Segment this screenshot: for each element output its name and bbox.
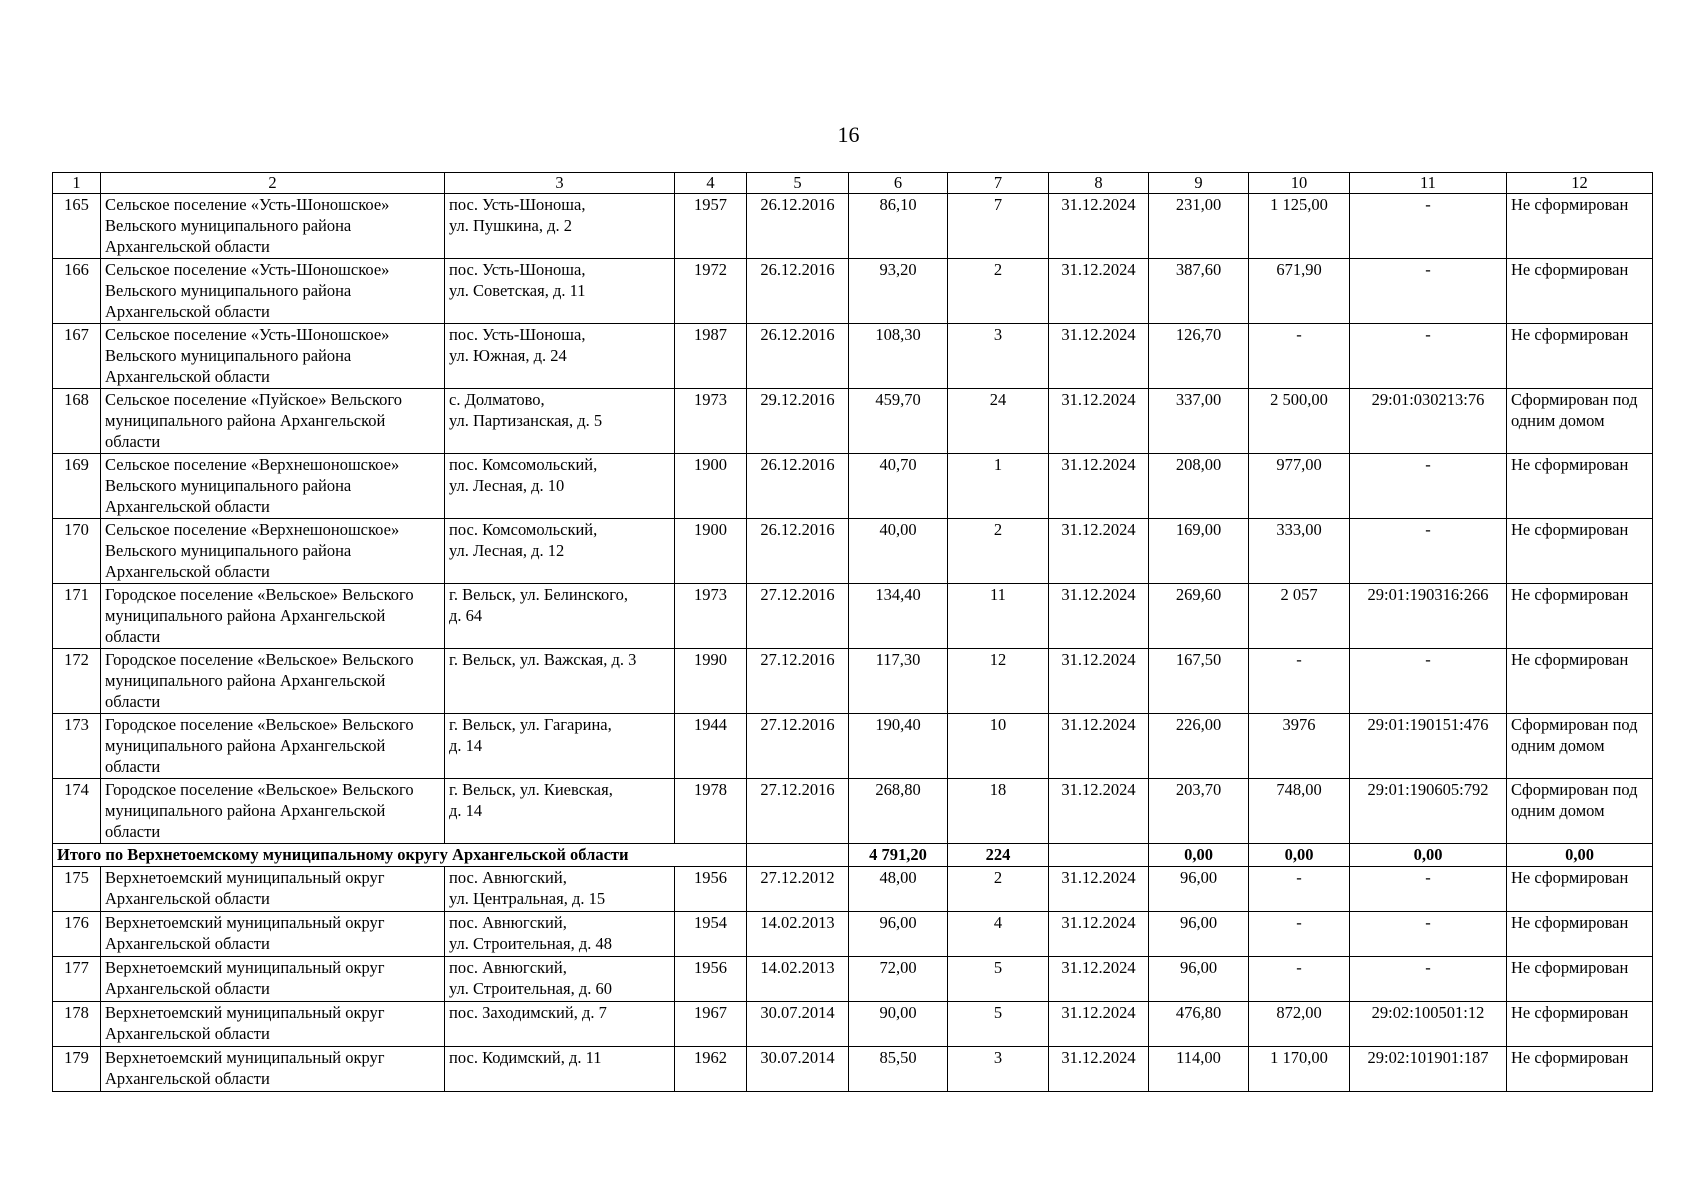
row-number: 169 (53, 454, 101, 519)
recognition-date: 26.12.2016 (747, 519, 849, 584)
cadastral-number: - (1350, 649, 1507, 714)
land-plot-area: - (1249, 912, 1350, 957)
land-area: 169,00 (1149, 519, 1249, 584)
land-status: Сформирован под одним домом (1507, 779, 1653, 844)
resettlement-deadline: 31.12.2024 (1049, 649, 1149, 714)
build-year: 1957 (675, 194, 747, 259)
entity-name: Сельское поселение «Верхнешоношское» Вельского муниципального района Архангельской области (101, 454, 445, 519)
address: с. Долматово, ул. Партизанская, д. 5 (445, 389, 675, 454)
cadastral-number: 29:02:100501:12 (1350, 1002, 1507, 1047)
address: пос. Комсомольский, ул. Лесная, д. 12 (445, 519, 675, 584)
build-year: 1956 (675, 957, 747, 1002)
recognition-date: 26.12.2016 (747, 194, 849, 259)
column-number: 5 (747, 173, 849, 194)
address: г. Вельск, ул. Белинского, д. 64 (445, 584, 675, 649)
residents-count: 10 (948, 714, 1049, 779)
table-row (53, 454, 1653, 519)
entity-name: Верхнетоемский муниципальный округ Архангельской области (101, 957, 445, 1002)
recognition-date: 26.12.2016 (747, 259, 849, 324)
cadastral-number: - (1350, 867, 1507, 912)
entity-name: Верхнетоемский муниципальный округ Архангельской области (101, 867, 445, 912)
address: пос. Авнюгский, ул. Строительная, д. 60 (445, 957, 675, 1002)
row-number: 175 (53, 867, 101, 912)
table-row (53, 1002, 1653, 1047)
entity-name: Верхнетоемский муниципальный округ Архангельской области (101, 1047, 445, 1092)
land-status: Не сформирован (1507, 454, 1653, 519)
land-plot-area: 1 125,00 (1249, 194, 1350, 259)
row-number: 165 (53, 194, 101, 259)
land-area: 114,00 (1149, 1047, 1249, 1092)
build-year: 1956 (675, 867, 747, 912)
resettlement-deadline: 31.12.2024 (1049, 194, 1149, 259)
resettlement-deadline: 31.12.2024 (1049, 714, 1149, 779)
area: 48,00 (849, 867, 948, 912)
land-area: 387,60 (1149, 259, 1249, 324)
residents-count: 18 (948, 779, 1049, 844)
residents-count: 12 (948, 649, 1049, 714)
address: пос. Усть-Шоноша, ул. Пушкина, д. 2 (445, 194, 675, 259)
area: 72,00 (849, 957, 948, 1002)
cadastral-number: - (1350, 454, 1507, 519)
address: пос. Авнюгский, ул. Строительная, д. 48 (445, 912, 675, 957)
recognition-date: 27.12.2016 (747, 779, 849, 844)
cadastral-number: - (1350, 259, 1507, 324)
build-year: 1990 (675, 649, 747, 714)
recognition-date: 14.02.2013 (747, 957, 849, 1002)
column-number: 11 (1350, 173, 1507, 194)
resettlement-deadline: 31.12.2024 (1049, 1002, 1149, 1047)
column-number: 1 (53, 173, 101, 194)
entity-name: Сельское поселение «Усть-Шоношское» Вельского муниципального района Архангельской области (101, 324, 445, 389)
recognition-date: 27.12.2016 (747, 584, 849, 649)
row-number: 179 (53, 1047, 101, 1092)
build-year: 1954 (675, 912, 747, 957)
residents-count: 1 (948, 454, 1049, 519)
total-area: 4 791,20 (849, 844, 948, 867)
build-year: 1900 (675, 519, 747, 584)
area: 40,70 (849, 454, 948, 519)
table-row (53, 714, 1653, 779)
column-number: 7 (948, 173, 1049, 194)
land-status: Не сформирован (1507, 584, 1653, 649)
column-number: 8 (1049, 173, 1149, 194)
resettlement-deadline: 31.12.2024 (1049, 957, 1149, 1002)
land-status: Не сформирован (1507, 324, 1653, 389)
address: пос. Авнюгский, ул. Центральная, д. 15 (445, 867, 675, 912)
land-status: Не сформирован (1507, 519, 1653, 584)
land-area: 231,00 (1149, 194, 1249, 259)
land-plot-area: - (1249, 867, 1350, 912)
entity-name: Верхнетоемский муниципальный округ Архангельской области (101, 1002, 445, 1047)
row-number: 170 (53, 519, 101, 584)
resettlement-deadline: 31.12.2024 (1049, 454, 1149, 519)
entity-name: Сельское поселение «Усть-Шоношское» Вельского муниципального района Архангельской области (101, 259, 445, 324)
land-status: Не сформирован (1507, 1002, 1653, 1047)
column-number: 12 (1507, 173, 1653, 194)
residents-count: 2 (948, 519, 1049, 584)
row-number: 167 (53, 324, 101, 389)
land-status: Не сформирован (1507, 912, 1653, 957)
entity-name: Городское поселение «Вельское» Вельского муниципального района Архангельской области (101, 714, 445, 779)
residents-count: 24 (948, 389, 1049, 454)
resettlement-deadline: 31.12.2024 (1049, 324, 1149, 389)
column-number: 9 (1149, 173, 1249, 194)
residents-count: 3 (948, 1047, 1049, 1092)
resettlement-deadline: 31.12.2024 (1049, 389, 1149, 454)
recognition-date: 26.12.2016 (747, 454, 849, 519)
table-row (53, 649, 1653, 714)
recognition-date: 26.12.2016 (747, 324, 849, 389)
cadastral-number: - (1350, 957, 1507, 1002)
cadastral-number: 29:01:190151:476 (1350, 714, 1507, 779)
area: 190,40 (849, 714, 948, 779)
land-plot-area: 671,90 (1249, 259, 1350, 324)
total-label: Итого по Верхнетоемскому муниципальному округу Архангельской области (53, 844, 747, 867)
land-status: Не сформирован (1507, 1047, 1653, 1092)
residents-count: 11 (948, 584, 1049, 649)
total-people: 224 (948, 844, 1049, 867)
row-number: 172 (53, 649, 101, 714)
address: г. Вельск, ул. Киевская, д. 14 (445, 779, 675, 844)
address: пос. Усть-Шоноша, ул. Советская, д. 11 (445, 259, 675, 324)
build-year: 1900 (675, 454, 747, 519)
land-plot-area: 748,00 (1249, 779, 1350, 844)
column-number: 4 (675, 173, 747, 194)
recognition-date: 30.07.2014 (747, 1002, 849, 1047)
cadastral-number: 29:02:101901:187 (1350, 1047, 1507, 1092)
total-c10: 0,00 (1249, 844, 1350, 867)
cadastral-number: 29:01:190605:792 (1350, 779, 1507, 844)
address: г. Вельск, ул. Важская, д. 3 (445, 649, 675, 714)
entity-name: Городское поселение «Вельское» Вельского муниципального района Архангельской области (101, 779, 445, 844)
recognition-date: 27.12.2016 (747, 714, 849, 779)
land-area: 203,70 (1149, 779, 1249, 844)
land-area: 126,70 (1149, 324, 1249, 389)
table-row (53, 259, 1653, 324)
land-plot-area: 2 500,00 (1249, 389, 1350, 454)
land-area: 96,00 (1149, 957, 1249, 1002)
empty-cell (1049, 844, 1149, 867)
entity-name: Городское поселение «Вельское» Вельского муниципального района Архангельской области (101, 584, 445, 649)
land-status: Сформирован под одним домом (1507, 714, 1653, 779)
residents-count: 5 (948, 957, 1049, 1002)
land-area: 96,00 (1149, 912, 1249, 957)
address: пос. Заходимский, д. 7 (445, 1002, 675, 1047)
table-row (53, 912, 1653, 957)
resettlement-deadline: 31.12.2024 (1049, 867, 1149, 912)
row-number: 174 (53, 779, 101, 844)
page-number: 16 (837, 122, 860, 147)
land-plot-area: 333,00 (1249, 519, 1350, 584)
land-area: 208,00 (1149, 454, 1249, 519)
cadastral-number: - (1350, 912, 1507, 957)
land-plot-area: 2 057 (1249, 584, 1350, 649)
build-year: 1978 (675, 779, 747, 844)
resettlement-deadline: 31.12.2024 (1049, 259, 1149, 324)
land-plot-area: 1 170,00 (1249, 1047, 1350, 1092)
entity-name: Сельское поселение «Усть-Шоношское» Вельского муниципального района Архангельской области (101, 194, 445, 259)
land-area: 337,00 (1149, 389, 1249, 454)
total-c11: 0,00 (1350, 844, 1507, 867)
row-number: 178 (53, 1002, 101, 1047)
area: 459,70 (849, 389, 948, 454)
cadastral-number: 29:01:190316:266 (1350, 584, 1507, 649)
column-number: 2 (101, 173, 445, 194)
area: 85,50 (849, 1047, 948, 1092)
land-plot-area: - (1249, 649, 1350, 714)
land-area: 96,00 (1149, 867, 1249, 912)
recognition-date: 14.02.2013 (747, 912, 849, 957)
table-row (53, 519, 1653, 584)
table-row (53, 867, 1653, 912)
residents-count: 7 (948, 194, 1049, 259)
empty-cell (747, 844, 849, 867)
resettlement-deadline: 31.12.2024 (1049, 519, 1149, 584)
resettlement-deadline: 31.12.2024 (1049, 779, 1149, 844)
resettlement-deadline: 31.12.2024 (1049, 912, 1149, 957)
area: 268,80 (849, 779, 948, 844)
total-c12: 0,00 (1507, 844, 1653, 867)
row-number: 168 (53, 389, 101, 454)
entity-name: Городское поселение «Вельское» Вельского муниципального района Архангельской области (101, 649, 445, 714)
build-year: 1944 (675, 714, 747, 779)
cadastral-number: 29:01:030213:76 (1350, 389, 1507, 454)
land-plot-area: 977,00 (1249, 454, 1350, 519)
residents-count: 4 (948, 912, 1049, 957)
land-status: Не сформирован (1507, 194, 1653, 259)
recognition-date: 30.07.2014 (747, 1047, 849, 1092)
column-number: 3 (445, 173, 675, 194)
table-row (53, 779, 1653, 844)
cadastral-number: - (1350, 519, 1507, 584)
build-year: 1987 (675, 324, 747, 389)
total-row (53, 844, 1653, 867)
recognition-date: 27.12.2016 (747, 649, 849, 714)
residents-count: 5 (948, 1002, 1049, 1047)
address: пос. Комсомольский, ул. Лесная, д. 10 (445, 454, 675, 519)
area: 117,30 (849, 649, 948, 714)
column-number: 10 (1249, 173, 1350, 194)
cadastral-number: - (1350, 324, 1507, 389)
area: 108,30 (849, 324, 948, 389)
land-area: 476,80 (1149, 1002, 1249, 1047)
area: 134,40 (849, 584, 948, 649)
housing-table (52, 172, 1653, 1092)
area: 86,10 (849, 194, 948, 259)
resettlement-deadline: 31.12.2024 (1049, 1047, 1149, 1092)
recognition-date: 29.12.2016 (747, 389, 849, 454)
resettlement-deadline: 31.12.2024 (1049, 584, 1149, 649)
land-status: Не сформирован (1507, 867, 1653, 912)
row-number: 176 (53, 912, 101, 957)
build-year: 1973 (675, 389, 747, 454)
area: 93,20 (849, 259, 948, 324)
land-plot-area: 872,00 (1249, 1002, 1350, 1047)
land-plot-area: 3976 (1249, 714, 1350, 779)
row-number: 166 (53, 259, 101, 324)
land-status: Не сформирован (1507, 259, 1653, 324)
table-row (53, 194, 1653, 259)
land-status: Сформирован под одним домом (1507, 389, 1653, 454)
build-year: 1973 (675, 584, 747, 649)
build-year: 1972 (675, 259, 747, 324)
entity-name: Сельское поселение «Верхнешоношское» Вельского муниципального района Архангельской области (101, 519, 445, 584)
residents-count: 2 (948, 259, 1049, 324)
address: пос. Кодимский, д. 11 (445, 1047, 675, 1092)
area: 96,00 (849, 912, 948, 957)
land-area: 167,50 (1149, 649, 1249, 714)
residents-count: 2 (948, 867, 1049, 912)
entity-name: Верхнетоемский муниципальный округ Архангельской области (101, 912, 445, 957)
residents-count: 3 (948, 324, 1049, 389)
land-area: 269,60 (1149, 584, 1249, 649)
build-year: 1967 (675, 1002, 747, 1047)
column-number-row (53, 173, 1653, 194)
table-row (53, 957, 1653, 1002)
area: 90,00 (849, 1002, 948, 1047)
row-number: 177 (53, 957, 101, 1002)
row-number: 173 (53, 714, 101, 779)
total-c9: 0,00 (1149, 844, 1249, 867)
recognition-date: 27.12.2012 (747, 867, 849, 912)
cadastral-number: - (1350, 194, 1507, 259)
land-status: Не сформирован (1507, 649, 1653, 714)
land-area: 226,00 (1149, 714, 1249, 779)
build-year: 1962 (675, 1047, 747, 1092)
area: 40,00 (849, 519, 948, 584)
land-status: Не сформирован (1507, 957, 1653, 1002)
table-row (53, 324, 1653, 389)
table-row (53, 1047, 1653, 1092)
table-row (53, 389, 1653, 454)
column-number: 6 (849, 173, 948, 194)
address: г. Вельск, ул. Гагарина, д. 14 (445, 714, 675, 779)
address: пос. Усть-Шоноша, ул. Южная, д. 24 (445, 324, 675, 389)
land-plot-area: - (1249, 324, 1350, 389)
table-row (53, 584, 1653, 649)
row-number: 171 (53, 584, 101, 649)
entity-name: Сельское поселение «Пуйское» Вельского муниципального района Архангельской области (101, 389, 445, 454)
land-plot-area: - (1249, 957, 1350, 1002)
